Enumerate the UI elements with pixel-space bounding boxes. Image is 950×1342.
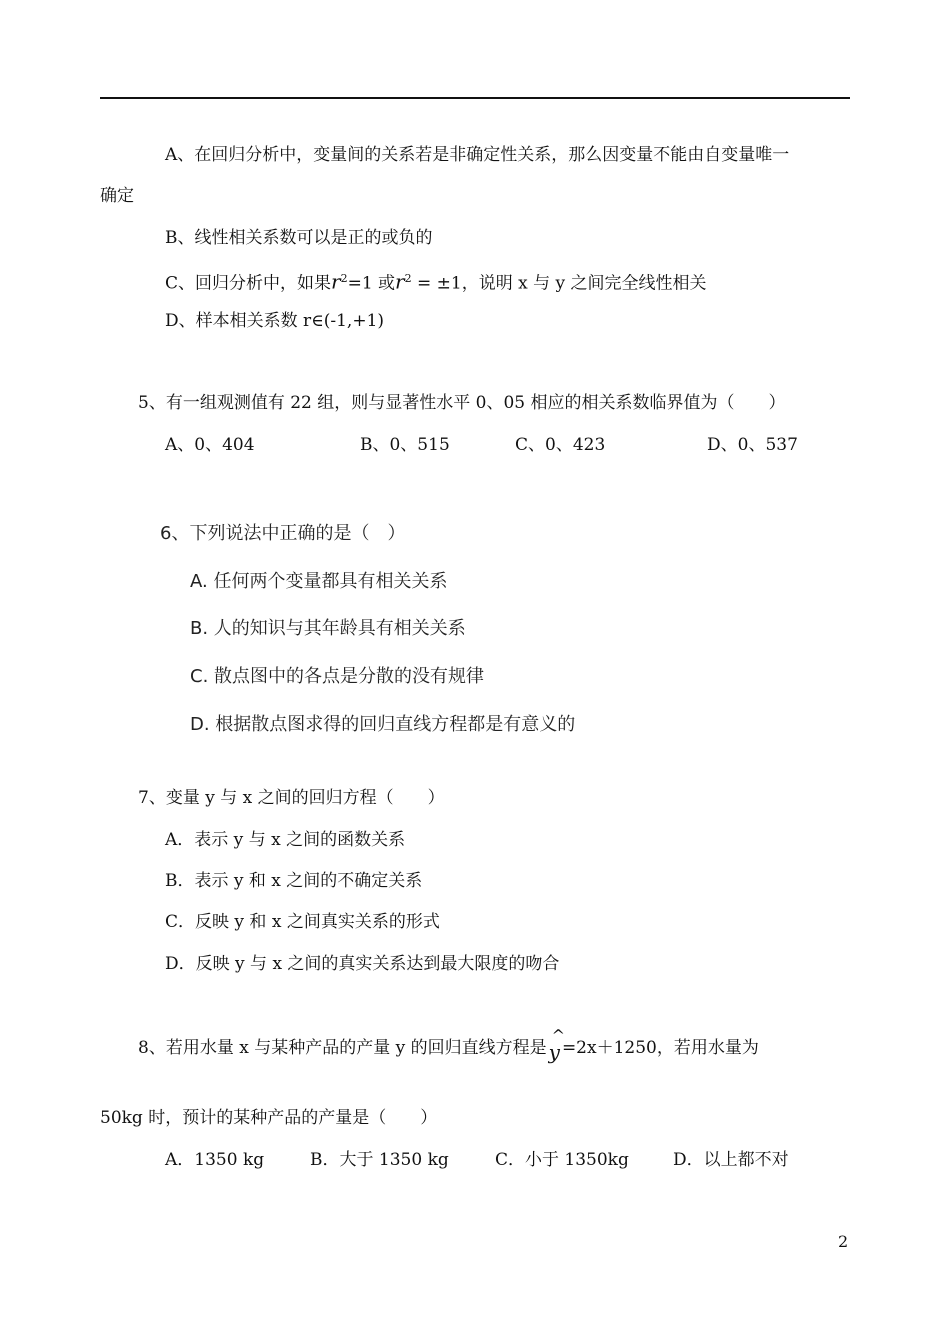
q6-option-b: B. 人的知识与其年龄具有相关关系 bbox=[190, 618, 466, 639]
q4-option-a-line2: 确定 bbox=[100, 186, 134, 206]
hat-accent: ^ bbox=[551, 1026, 566, 1045]
q5-stem: 5、有一组观测值有 22 组，则与显著性水平 0、05 相应的相关系数临界值为（ ） bbox=[138, 393, 786, 413]
q4-option-c-prefix: C、回归分析中，如果 bbox=[165, 273, 332, 294]
square-exponent: 2 bbox=[340, 272, 348, 285]
q4-option-a-line1: A、在回归分析中，变量间的关系若是非确定性关系，那么因变量不能由自变量唯一 bbox=[165, 145, 790, 165]
q5-option-a: A、0、404 bbox=[165, 435, 255, 455]
header-rule bbox=[100, 97, 850, 99]
q8-stem-before: 8、若用水量 x 与某种产品的产量 y 的回归直线方程是 bbox=[138, 1038, 547, 1058]
r-symbol: r bbox=[395, 269, 405, 294]
q5-option-d: D、0、537 bbox=[707, 435, 798, 455]
q8-option-c: C．小于 1350kg bbox=[495, 1150, 629, 1170]
y-hat-symbol bbox=[548, 1026, 566, 1064]
q7-option-d: D．反映 y 与 x 之间的真实关系达到最大限度的吻合 bbox=[165, 954, 560, 974]
page-number: 2 bbox=[838, 1232, 849, 1251]
q8-option-a: A．1350 kg bbox=[165, 1150, 265, 1170]
square-exponent: 2 bbox=[404, 272, 412, 285]
q4-option-c bbox=[165, 267, 707, 296]
q4-option-d: D、样本相关系数 r∈(-1,+1) bbox=[165, 311, 385, 331]
q8-stem-line1 bbox=[138, 1026, 759, 1064]
q4-option-c-eq2: = ±1，说明 x 与 y 之间完全线性相关 bbox=[411, 273, 707, 294]
q5-option-b: B、0、515 bbox=[360, 435, 450, 455]
q6-option-d: D. 根据散点图求得的回归直线方程都是有意义的 bbox=[190, 714, 576, 735]
y-letter: y bbox=[548, 1040, 560, 1064]
q6-option-c: C. 散点图中的各点是分散的没有规律 bbox=[190, 666, 485, 687]
q5-option-c: C、0、423 bbox=[515, 435, 606, 455]
q7-option-a: A．表示 y 与 x 之间的函数关系 bbox=[165, 830, 406, 850]
q4-option-c-eq1: =1 或 bbox=[347, 273, 396, 294]
q7-stem: 7、变量 y 与 x 之间的回归方程（ ） bbox=[138, 788, 445, 808]
r-symbol: r bbox=[331, 269, 341, 294]
q4-option-b: B、线性相关系数可以是正的或负的 bbox=[165, 228, 433, 248]
q7-option-b: B．表示 y 和 x 之间的不确定关系 bbox=[165, 871, 423, 891]
q8-option-d: D．以上都不对 bbox=[673, 1150, 789, 1170]
q8-stem-line2: 50kg 时，预计的某种产品的产量是（ ） bbox=[100, 1108, 438, 1128]
q7-option-c: C．反映 y 和 x 之间真实关系的形式 bbox=[165, 912, 440, 932]
q8-stem-after: =2x＋1250，若用水量为 bbox=[561, 1038, 759, 1058]
q6-option-a: A. 任何两个变量都具有相关关系 bbox=[190, 571, 448, 592]
q6-stem: 6、下列说法中正确的是（ ） bbox=[160, 523, 406, 544]
q8-option-b: B．大于 1350 kg bbox=[310, 1150, 449, 1170]
